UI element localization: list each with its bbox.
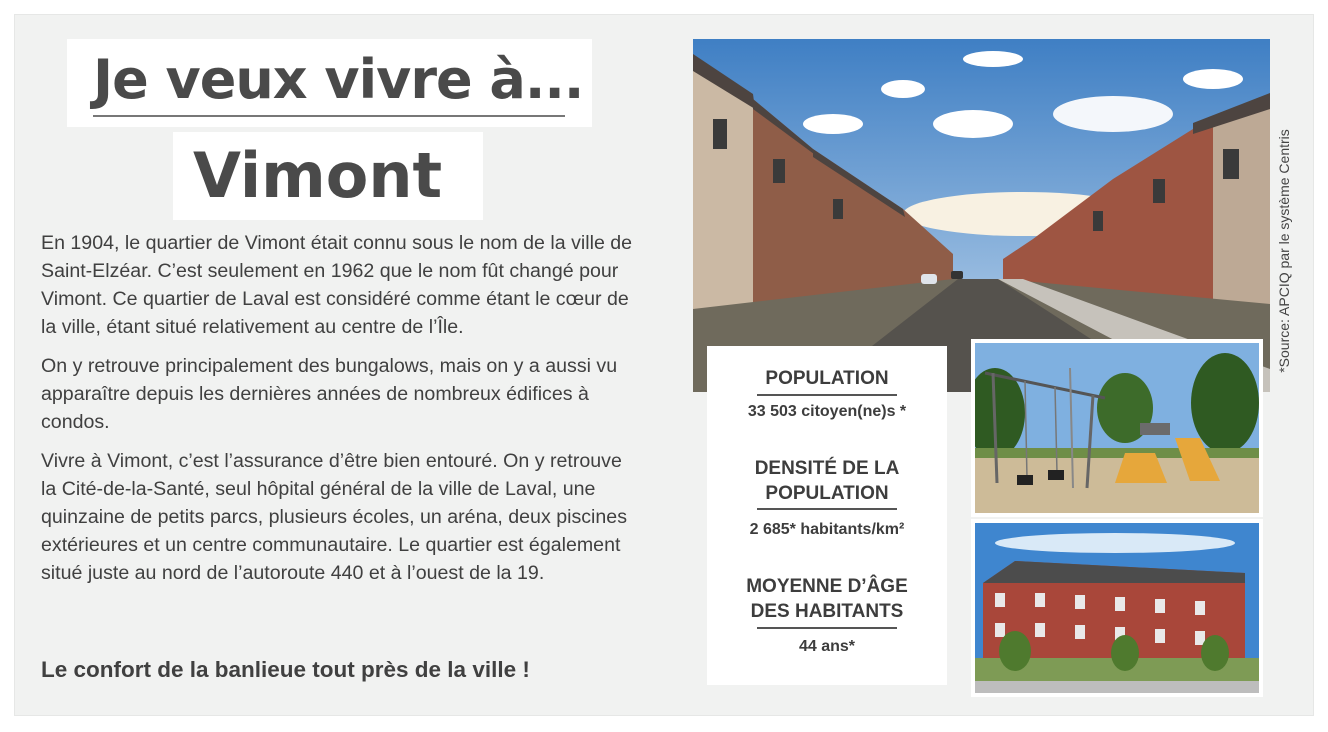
stat-divider (757, 627, 897, 629)
heading-box-2 (173, 132, 483, 220)
heading-box-1 (67, 39, 592, 127)
density-label-2: POPULATION (765, 483, 889, 504)
condo-photo (971, 519, 1263, 697)
paragraph: On y retrouve principalement des bungalows, mais on y a aussi vu apparaître depuis les dernières années de nombreux édifices à condos. (41, 355, 618, 433)
age-value: 44 ans* (798, 638, 856, 655)
stat-divider (757, 508, 897, 510)
density-label-1: DENSITÉ DE LA (754, 458, 900, 479)
population-label: POPULATION (765, 368, 889, 389)
stats-box (707, 346, 947, 685)
article-body (41, 229, 641, 598)
content-panel (14, 14, 1314, 716)
population-value: 33 503 citoyen(ne)s * (747, 403, 907, 420)
source-note (1273, 101, 1295, 401)
tagline: Le confort de la banlieue tout près de la ville ! (41, 657, 530, 682)
density-value: 2 685* habitants/km² (749, 521, 905, 538)
paragraph: En 1904, le quartier de Vimont était connu sous le nom de la ville de Saint-Elzéar. C’est seulement en 1962 que le nom fût changé pour Vimont. Ce quartier de Laval est considéré comme étant le cœur de la ville, étant situé relativement au centre de l’Île. (41, 232, 633, 338)
heading-line-1: Je veux vivre à... (93, 48, 584, 111)
age-label-2: DES HABITANTS (750, 601, 904, 622)
heading-line-2: Vimont (193, 139, 443, 212)
stat-divider (757, 394, 897, 396)
paragraph: Vivre à Vimont, c’est l’assurance d’être bien entouré. On y retrouve la Cité-de-la-Santé, seul hôpital général de la ville de Laval, une quinzaine de petits parcs, plusieurs écoles, un aréna, deux piscines extérieures et un centre communautaire. Le quartier est également situé juste au nord de l’autoroute 440 et à l’ouest de la 19. (41, 450, 627, 584)
heading-underline (93, 115, 565, 117)
age-label-1: MOYENNE D’ÂGE (746, 576, 908, 597)
park-photo (971, 339, 1263, 517)
source-note-text: *Source: APCIQ par le système Centris (1276, 129, 1292, 373)
